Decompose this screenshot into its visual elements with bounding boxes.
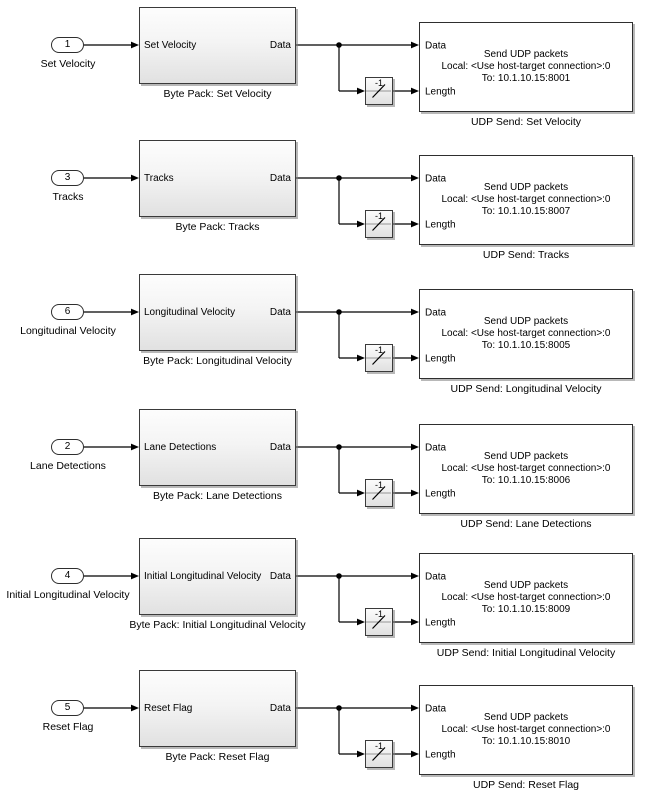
udp-description [420, 712, 632, 748]
byte-pack-caption: Byte Pack: Set Velocity [163, 88, 272, 100]
udp-line-to: To: 10.1.10.15:8001 [481, 73, 571, 84]
byte-pack-caption: Byte Pack: Reset Flag [165, 751, 270, 763]
udp-send-block[interactable] [419, 22, 633, 112]
arrowhead-icon [411, 705, 419, 712]
arrowhead-icon [411, 444, 419, 451]
udp-description [420, 49, 632, 85]
udp-line-to: To: 10.1.10.15:8007 [481, 206, 571, 217]
inport-number: 4 [64, 570, 71, 581]
udp-line-local: Local: <Use host-target connection>:0 [441, 328, 611, 339]
inport-number: 1 [64, 39, 71, 50]
byte-pack-input-port-label: Reset Flag [144, 703, 193, 714]
arrowhead-icon [131, 705, 139, 712]
udp-line-send: Send UDP packets [483, 182, 569, 193]
byte-pack-input-port-label: Lane Detections [144, 442, 217, 453]
byte-pack-input-port-label: Tracks [144, 173, 174, 184]
byte-pack-data-port-label: Data [269, 703, 291, 714]
udp-description [420, 580, 632, 616]
diagram-row [0, 274, 648, 399]
udp-send-block[interactable] [419, 553, 633, 643]
width-gain-label: -1 [374, 78, 383, 88]
width-gain-label: -1 [374, 345, 383, 355]
inport-block[interactable] [51, 304, 84, 320]
inport-block[interactable] [51, 568, 84, 584]
byte-pack-caption: Byte Pack: Longitudinal Velocity [143, 355, 292, 367]
inport-block[interactable] [51, 170, 84, 186]
width-gain-label: -1 [374, 480, 383, 490]
inport-number: 5 [64, 702, 71, 713]
udp-data-port-label: Data [425, 173, 447, 185]
arrowhead-icon [131, 175, 139, 182]
udp-line-send: Send UDP packets [483, 49, 569, 60]
udp-line-send: Send UDP packets [483, 316, 569, 327]
byte-pack-data-port-label: Data [269, 571, 291, 582]
udp-length-port-label: Length [425, 353, 456, 365]
inport-label: Tracks [52, 191, 84, 203]
width-gain-label: -1 [374, 211, 383, 221]
inport-label: Initial Longitudinal Velocity [6, 589, 130, 601]
inport-label: Lane Detections [30, 460, 106, 472]
udp-line-send: Send UDP packets [483, 580, 569, 591]
udp-line-to: To: 10.1.10.15:8009 [481, 604, 571, 615]
diagram-row [0, 7, 648, 132]
byte-pack-block[interactable] [139, 7, 296, 84]
arrowhead-icon [131, 309, 139, 316]
byte-pack-block[interactable] [139, 409, 296, 486]
udp-length-port-label: Length [425, 488, 456, 500]
byte-pack-data-port-label: Data [269, 173, 291, 184]
arrowhead-icon [411, 42, 419, 49]
inport-label: Set Velocity [40, 58, 96, 70]
udp-line-to: To: 10.1.10.15:8005 [481, 340, 571, 351]
signal-width-block[interactable] [365, 210, 393, 238]
udp-line-to: To: 10.1.10.15:8006 [481, 475, 571, 486]
udp-send-caption: UDP Send: Tracks [482, 249, 570, 261]
udp-length-port-label: Length [425, 219, 456, 231]
udp-send-block[interactable] [419, 289, 633, 379]
udp-send-caption: UDP Send: Longitudinal Velocity [450, 383, 602, 395]
signal-width-block[interactable] [365, 344, 393, 372]
udp-send-block[interactable] [419, 685, 633, 775]
byte-pack-block[interactable] [139, 274, 296, 351]
byte-pack-input-port-label: Longitudinal Velocity [144, 307, 236, 318]
byte-pack-input-port-label: Set Velocity [144, 40, 197, 51]
udp-data-port-label: Data [425, 442, 447, 454]
udp-send-block[interactable] [419, 155, 633, 245]
udp-data-port-label: Data [425, 307, 447, 319]
inport-block[interactable] [51, 37, 84, 53]
byte-pack-data-port-label: Data [269, 40, 291, 51]
udp-line-local: Local: <Use host-target connection>:0 [441, 194, 611, 205]
udp-line-local: Local: <Use host-target connection>:0 [441, 61, 611, 72]
udp-send-caption: UDP Send: Initial Longitudinal Velocity [436, 647, 616, 659]
byte-pack-caption: Byte Pack: Initial Longitudinal Velocity [129, 619, 306, 631]
inport-label: Longitudinal Velocity [20, 325, 116, 337]
udp-description [420, 451, 632, 487]
inport-number: 3 [64, 172, 71, 183]
inport-number: 2 [64, 441, 71, 452]
signal-width-block[interactable] [365, 740, 393, 768]
udp-line-local: Local: <Use host-target connection>:0 [441, 724, 611, 735]
udp-send-caption: UDP Send: Lane Detections [460, 518, 592, 530]
byte-pack-caption: Byte Pack: Lane Detections [153, 490, 282, 502]
udp-line-send: Send UDP packets [483, 451, 569, 462]
udp-line-to: To: 10.1.10.15:8010 [481, 736, 571, 747]
arrowhead-icon [131, 42, 139, 49]
inport-label: Reset Flag [42, 721, 94, 733]
udp-data-port-label: Data [425, 571, 447, 583]
udp-line-send: Send UDP packets [483, 712, 569, 723]
byte-pack-data-port-label: Data [269, 307, 291, 318]
byte-pack-block[interactable] [139, 538, 296, 615]
udp-length-port-label: Length [425, 617, 456, 629]
diagram-row [0, 538, 648, 663]
arrowhead-icon [411, 573, 419, 580]
signal-width-block[interactable] [365, 608, 393, 636]
signal-width-block[interactable] [365, 479, 393, 507]
diagram-row [0, 670, 648, 795]
inport-number: 6 [64, 306, 71, 317]
arrowhead-icon [131, 444, 139, 451]
udp-length-port-label: Length [425, 749, 456, 761]
udp-data-port-label: Data [425, 40, 447, 52]
udp-line-local: Local: <Use host-target connection>:0 [441, 463, 611, 474]
diagram-row [0, 140, 648, 265]
diagram-row [0, 409, 648, 534]
signal-width-block[interactable] [365, 77, 393, 105]
arrowhead-icon [131, 573, 139, 580]
udp-send-caption: UDP Send: Reset Flag [472, 779, 580, 791]
width-gain-label: -1 [374, 609, 383, 619]
udp-line-local: Local: <Use host-target connection>:0 [441, 592, 611, 603]
byte-pack-input-port-label: Initial Longitudinal Velocity [144, 571, 262, 582]
width-gain-label: -1 [374, 741, 383, 751]
udp-send-caption: UDP Send: Set Velocity [470, 116, 582, 128]
byte-pack-data-port-label: Data [269, 442, 291, 453]
udp-data-port-label: Data [425, 703, 447, 715]
udp-description [420, 316, 632, 352]
byte-pack-block[interactable] [139, 670, 296, 747]
udp-length-port-label: Length [425, 86, 456, 98]
udp-send-block[interactable] [419, 424, 633, 514]
byte-pack-block[interactable] [139, 140, 296, 217]
arrowhead-icon [411, 175, 419, 182]
byte-pack-caption: Byte Pack: Tracks [175, 221, 260, 233]
inport-block[interactable] [51, 439, 84, 455]
udp-description [420, 182, 632, 218]
arrowhead-icon [411, 309, 419, 316]
inport-block[interactable] [51, 700, 84, 716]
